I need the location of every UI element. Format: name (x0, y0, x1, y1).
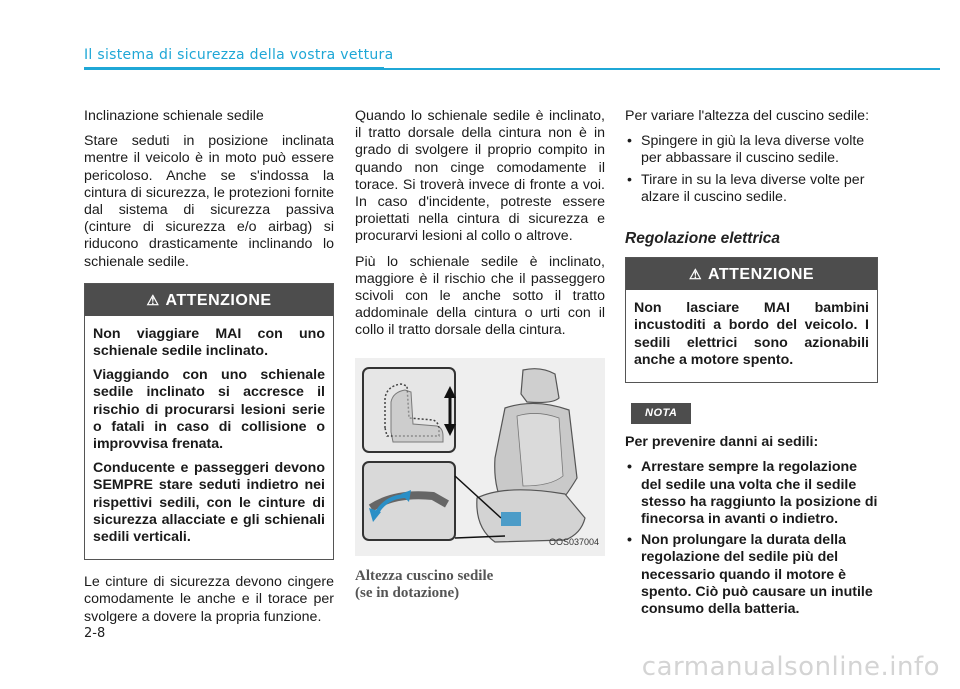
caption-line: (se in dotazione) (355, 584, 460, 601)
list-item: • Non prolungare la durata della regolazione del sedile più del necessario quando il motore è spento. Ciò può causare un inutile consumo della batteria. (625, 532, 878, 618)
warning-triangle-icon: ⚠ (146, 291, 160, 308)
body-paragraph: Per variare l'altezza del cuscino sedile: (625, 108, 870, 124)
warning-triangle-icon: ⚠ (688, 266, 703, 283)
list-item: • Arrestare sempre la regolazione del sedile una volta che il sedile stesso ha raggiunto la posizione di finecorsa in avanti o indietro. (625, 459, 878, 528)
body-paragraph: Stare seduti in posizione inclinata mentre il veicolo è in moto può essere pericoloso. Anche se s'indossa la cintura di sicurezza, le protezioni fornite dal sistema di sicurezza passiva (cinture di sicurezza e/o airbag) si riducono drasticamente inclinando lo schienale sedile. (84, 133, 334, 270)
body-paragraph: Più lo schienale sedile è inclinato, maggiore è il rischio che il passeggero scivoli con le anche sotto il tratto addominale della cintura o urti con il collo il tratto dorsale della cintura. (355, 253, 605, 339)
subsection-heading: Inclinazione schienale sedile (84, 108, 264, 124)
list-item: • Spingere in giù la leva diverse volte per abbassare il cuscino sedile. (625, 133, 878, 167)
watermark: carmanualsonline.info (641, 652, 940, 682)
column-left (84, 108, 334, 634)
header-divider (84, 68, 940, 70)
warning-paragraph: Conducente e passeggeri devono SEMPRE stare seduti indietro nei rispettivi sedili, con le cinture di sicurezza allacciate e gli schienali sedili verticali. (93, 460, 325, 546)
warning-paragraph: Viaggiando con uno schienale sedile inclinato si accresce il rischio di procurarsi lesioni serie o fatali in caso di collisione o improvvisa frenata. (93, 367, 325, 453)
seat-illustration-icon (355, 358, 605, 556)
warning-header (626, 258, 877, 290)
warning-header (85, 284, 333, 316)
column-right (625, 108, 878, 622)
warning-paragraph: Non lasciare MAI bambini incustoditi a bordo del veicolo. I sedili elettrici sono azionabili anche a motore spento. (634, 300, 869, 368)
caption-line: Altezza cuscino sedile (355, 567, 494, 584)
warning-box (625, 257, 878, 383)
figure-code: OOS037004 (548, 537, 599, 548)
body-paragraph: Quando lo schienale sedile è inclinato, il tratto dorsale della cintura non è in grado di svolgere il proprio compito in quando non cinge comodamente il torace. Si troverà invece di fronte a voi. In caso d'incidente, potreste essere proiettati nella cintura di sicurezza e procurarvi lesioni al collo o altrove. (355, 108, 605, 245)
warning-title: ATTENZIONE (708, 266, 815, 284)
warning-box (84, 283, 334, 560)
seat-height-illustration (355, 358, 605, 556)
bullet-list (625, 133, 878, 206)
list-item: • Tirare in su la leva diverse volte per alzare il cuscino sedile. (625, 172, 878, 206)
subsection-heading: Regolazione elettrica (625, 230, 781, 248)
warning-body (85, 316, 333, 559)
warning-paragraph: Non viaggiare MAI con uno schienale sedile inclinato. (93, 325, 325, 360)
page-number: 2-8 (84, 626, 106, 641)
section-title: Il sistema di sicurezza della vostra vettura (84, 47, 394, 63)
bullet-list (625, 459, 878, 618)
body-paragraph: Per prevenire danni ai sedili: (625, 434, 819, 451)
figure-caption (355, 568, 605, 602)
warning-title: ATTENZIONE (165, 291, 272, 309)
body-paragraph: Le cinture di sicurezza devono cingere comodamente le anche e il torace per svolgere a dovere la propria funzione. (84, 574, 334, 625)
warning-body (626, 290, 877, 382)
column-middle (355, 108, 605, 602)
nota-badge: NOTA (631, 403, 691, 424)
